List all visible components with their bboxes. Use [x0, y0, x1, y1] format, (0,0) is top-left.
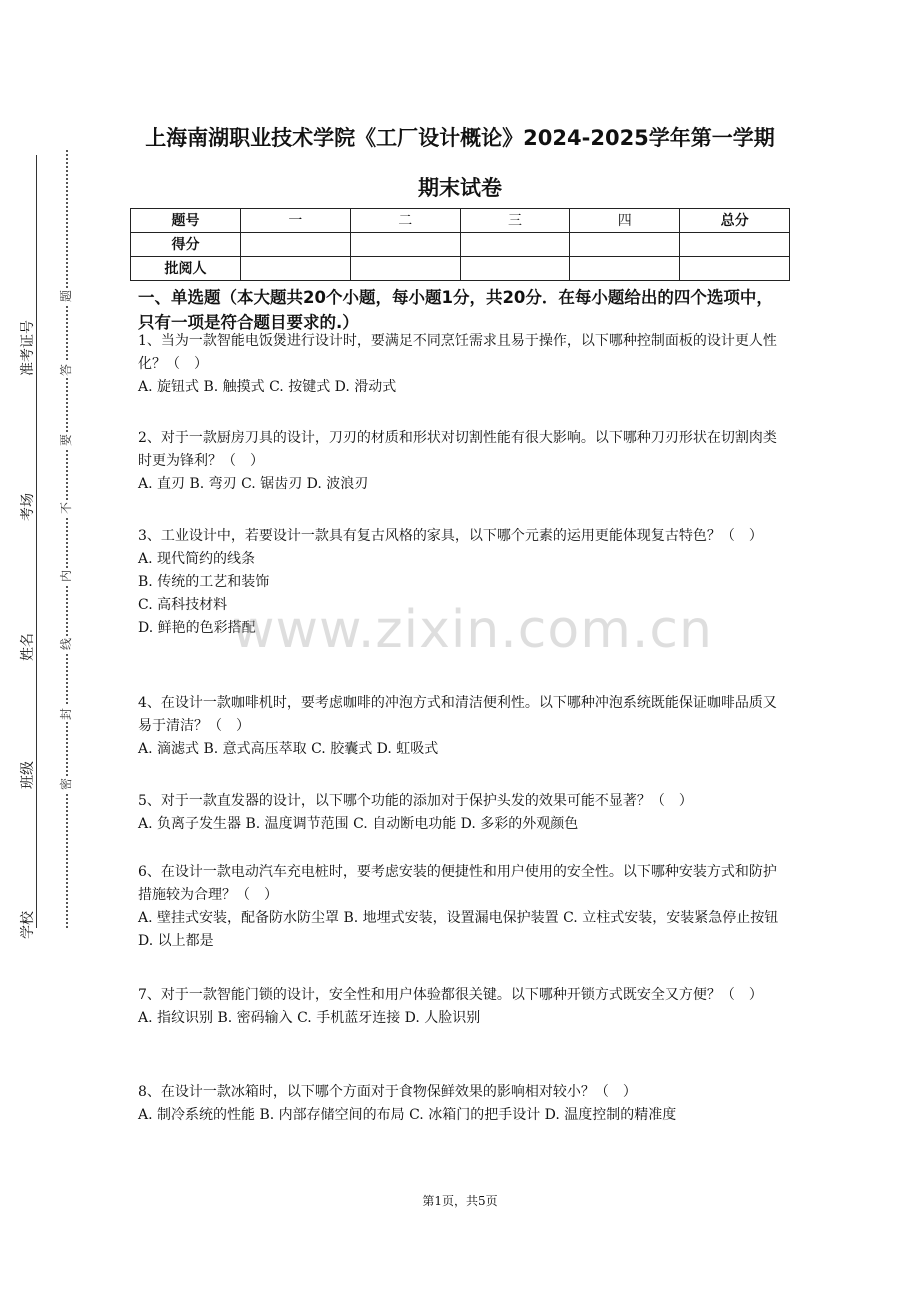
question-stem: 3、工业设计中，若要设计一款具有复古风格的家具，以下哪个元素的运用更能体现复古特色？（ ） [138, 528, 763, 544]
score-cell [680, 233, 790, 257]
page-subtitle: 期末试卷 [418, 176, 502, 200]
score-row-label: 批阅人 [131, 257, 241, 281]
question-options: A. 负离子发生器 B. 温度调节范围 C. 自动断电功能 D. 多彩的外观颜色 [138, 816, 579, 832]
seal-char: 答 [59, 364, 73, 377]
score-table-header: 四 [570, 209, 680, 233]
score-cell [460, 233, 570, 257]
score-cell [680, 257, 790, 281]
page-footer: 第1页，共5页 [422, 1194, 498, 1208]
question-stem: 5、对于一款直发器的设计，以下哪个功能的添加对于保护头发的效果可能不显著？（ ） [138, 793, 693, 809]
seal-char: 密 [59, 778, 73, 791]
question-6 [138, 861, 788, 953]
question-5 [138, 790, 788, 836]
question-options: A. 指纹识别 B. 密码输入 C. 手机蓝牙连接 D. 人脸识别 [138, 1010, 481, 1026]
question-options: A. 滴滤式 B. 意式高压萃取 C. 胶囊式 D. 虹吸式 [138, 741, 439, 757]
question-stem: 7、对于一款智能门锁的设计，安全性和用户体验都很关键。以下哪种开锁方式既安全又方便？（ ） [138, 987, 763, 1003]
seal-char: 线 [59, 638, 73, 651]
seal-char: 封 [59, 708, 73, 721]
side-label-exam-room: 考场 [20, 493, 36, 521]
score-cell [350, 233, 460, 257]
score-table-row [131, 257, 790, 281]
question-1 [138, 330, 788, 399]
score-cell [241, 257, 351, 281]
score-table-header: 题号 [131, 209, 241, 233]
question-option: C. 高科技材料 [138, 597, 228, 613]
question-4 [138, 692, 788, 761]
score-cell [350, 257, 460, 281]
binding-line [36, 155, 37, 928]
page-title: 上海南湖职业技术学院《工厂设计概论》2024-2025学年第一学期 [145, 126, 775, 150]
question-option: A. 现代简约的线条 [138, 551, 256, 567]
score-table-header: 一 [241, 209, 351, 233]
watermark: www.zixin.com.cn [232, 600, 713, 660]
score-table-header: 总分 [680, 209, 790, 233]
question-stem: 1、当为一款智能电饭煲进行设计时，要满足不同烹饪需求且易于操作，以下哪种控制面板的设计更人性化？（ ） [138, 333, 777, 372]
score-table-header: 三 [460, 209, 570, 233]
question-2 [138, 427, 788, 496]
section-heading: 一、单选题（本大题共20个小题，每小题1分，共20分．在每小题给出的四个选项中，只有一项是符合题目要求的.） [138, 288, 773, 332]
side-label-name: 姓名 [20, 633, 36, 661]
score-cell [570, 233, 680, 257]
question-options: A. 壁挂式安装，配备防水防尘罩 B. 地埋式安装，设置漏电保护装置 C. 立柱式安装，安装紧急停止按钮 D. 以上都是 [138, 910, 779, 949]
question-stem: 4、在设计一款咖啡机时，要考虑咖啡的冲泡方式和清洁便利性。以下哪种冲泡系统既能保证咖啡品质又易于清洁？（ ） [138, 695, 777, 734]
question-8 [138, 1081, 788, 1127]
score-table-header: 二 [350, 209, 460, 233]
score-cell [241, 233, 351, 257]
question-7 [138, 984, 788, 1030]
seal-char: 内 [59, 570, 73, 583]
seal-char: 题 [59, 290, 73, 303]
question-stem: 2、对于一款厨房刀具的设计，刀刃的材质和形状对切割性能有很大影响。以下哪种刀刃形状在切割肉类时更为锋利？（ ） [138, 430, 777, 469]
score-cell [460, 257, 570, 281]
question-options: A. 直刃 B. 弯刃 C. 锯齿刃 D. 波浪刃 [138, 476, 369, 492]
question-stem: 6、在设计一款电动汽车充电桩时，要考虑安装的便捷性和用户使用的安全性。以下哪种安装方式和防护措施较为合理？（ ） [138, 864, 777, 903]
question-option: B. 传统的工艺和装饰 [138, 574, 270, 590]
seal-char: 不 [59, 502, 73, 515]
side-label-exam-number: 准考证号 [20, 320, 36, 376]
score-cell [570, 257, 680, 281]
side-label-school: 学校 [20, 911, 36, 939]
seal-char: 要 [59, 434, 73, 447]
question-options: A. 旋钮式 B. 触摸式 C. 按键式 D. 滑动式 [138, 379, 397, 395]
seal-dotted-line [66, 150, 68, 928]
question-option: D. 鲜艳的色彩搭配 [138, 620, 256, 636]
score-table-header-row [131, 209, 790, 233]
score-row-label: 得分 [131, 233, 241, 257]
question-stem: 8、在设计一款冰箱时，以下哪个方面对于食物保鲜效果的影响相对较小？（ ） [138, 1084, 637, 1100]
question-options: A. 制冷系统的性能 B. 内部存储空间的布局 C. 冰箱门的把手设计 D. 温度控制的精准度 [138, 1107, 677, 1123]
score-table-row [131, 233, 790, 257]
score-table [130, 208, 790, 281]
side-label-class: 班级 [20, 761, 36, 789]
